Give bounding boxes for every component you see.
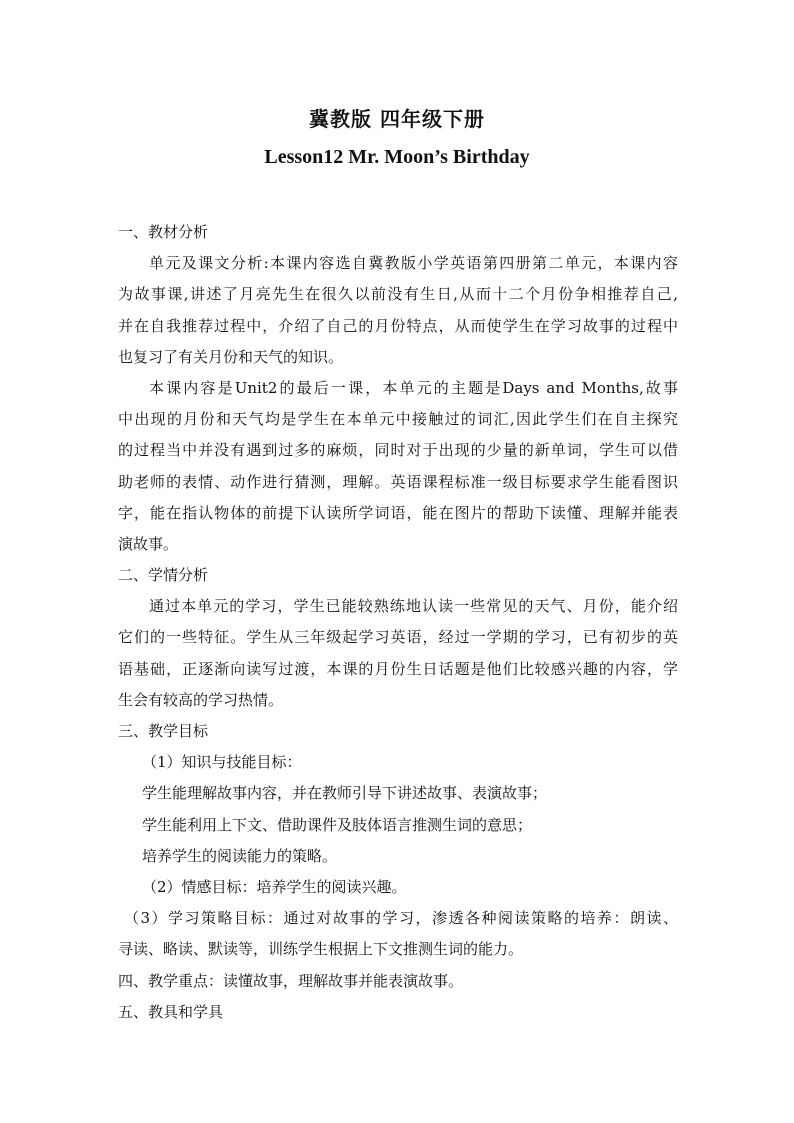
section-heading-2: 二、学情分析 xyxy=(118,566,209,585)
section-heading-3: 三、教学目标 xyxy=(118,722,209,740)
objective-item-1: （1）知识与技能目标： xyxy=(142,753,302,772)
objective-item-3: （3）学习策略目标：通过对故事的学习，渗透各种阅读策略的培养：朗读、 xyxy=(124,909,678,928)
objective-line: 学生能理解故事内容，并在教师引导下讲述故事、表演故事； xyxy=(142,784,548,803)
paragraph-line: 本课内容是Unit2的最后一课，本单元的主题是Days and Months,故事 xyxy=(149,378,678,397)
paragraph-line: 演故事。 xyxy=(118,534,179,553)
paragraph-line: 中出现的月份和天气均是学生在本单元中接触过的词汇,因此学生们在自主探究 xyxy=(118,410,678,429)
paragraph-line: 为故事课,讲述了月亮先生在很久以前没有生日,从而十二个月份争相推荐自己, xyxy=(118,285,678,304)
paragraph-line: 的过程当中并没有遇到过多的麻烦，同时对于出现的少量的新单词，学生可以借 xyxy=(118,441,678,460)
objective-line: 寻读、略读、默读等，训练学生根据上下文推测生词的能力。 xyxy=(118,940,524,959)
paragraph-line: 助老师的表情、动作进行猜测，理解。英语课程标准一级目标要求学生能看图识 xyxy=(118,472,678,491)
document-title-cn: 冀教版 四年级下册 xyxy=(309,107,485,131)
paragraph-line: 也复习了有关月份和天气的知识。 xyxy=(118,347,344,366)
section-heading-4: 四、教学重点：读懂故事，理解故事并能表演故事。 xyxy=(118,971,464,990)
paragraph-line: 通过本单元的学习，学生已能较熟练地认读一些常见的天气、月份，能介绍 xyxy=(149,597,678,616)
section-heading-1: 一、教材分析 xyxy=(118,223,209,241)
paragraph-line: 生会有较高的学习热情。 xyxy=(118,690,284,709)
objective-item-2: （2）情感目标：培养学生的阅读兴趣。 xyxy=(142,877,407,896)
paragraph-line: 语基础，正逐渐向读写过渡，本课的月份生日话题是他们比较感兴趣的内容，学 xyxy=(118,659,678,678)
document-title-en: Lesson12 Mr. Moon’s Birthday xyxy=(264,146,530,168)
paragraph-line: 单元及课文分析:本课内容选自冀教版小学英语第四册第二单元，本课内容 xyxy=(149,254,678,273)
paragraph-line: 字，能在指认物体的前提下认读所学词语，能在图片的帮助下读懂、理解并能表 xyxy=(118,503,678,522)
document-body xyxy=(118,217,678,1028)
objective-line: 培养学生的阅读能力的策略。 xyxy=(142,846,338,865)
paragraph-line: 并在自我推荐过程中，介绍了自己的月份特点，从而使学生在学习故事的过程中 xyxy=(118,316,678,335)
objective-line: 学生能利用上下文、借助课件及肢体语言推测生词的意思； xyxy=(142,815,533,834)
paragraph-line: 它们的一些特征。学生从三年级起学习英语，经过一学期的学习，已有初步的英 xyxy=(118,628,678,647)
section-heading-5: 五、教具和学具 xyxy=(118,1002,224,1021)
